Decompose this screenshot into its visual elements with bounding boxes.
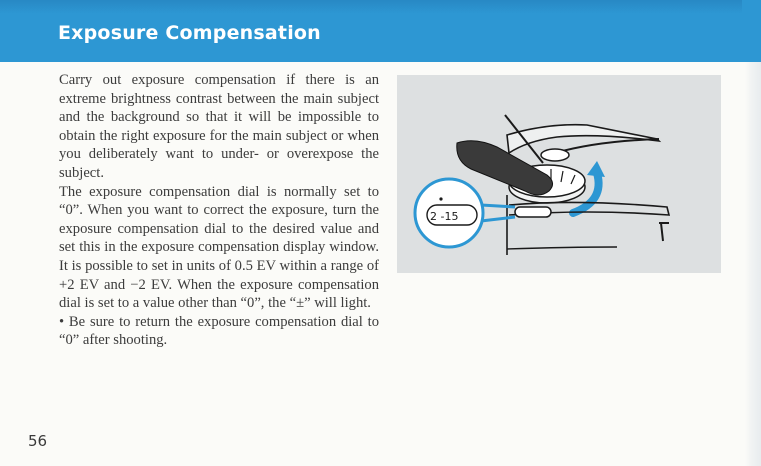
dial-scale-label: 2 -15 — [430, 210, 459, 223]
illustration — [397, 75, 721, 273]
page-number: 56 — [28, 432, 48, 450]
display-window-icon — [515, 207, 551, 217]
illustration-svg — [397, 75, 721, 273]
section-header — [0, 0, 745, 62]
body-text — [59, 71, 379, 350]
edge-tab — [742, 0, 761, 62]
button-icon — [541, 149, 569, 161]
section-title: Exposure Compensation — [58, 22, 321, 44]
paragraph-intro: Carry out exposure compensation if there is an extreme brightness contrast between the main subject and the background so that it will be impossible to obtain the right exposure for the main subject or when you deliberately want to under- or overexpose the subject. — [59, 72, 379, 181]
paragraph-note: • Be sure to return the exposure compensation dial to “0” after shooting. — [59, 313, 379, 349]
page-edge — [745, 0, 761, 466]
camera-body-icon — [507, 125, 659, 153]
paragraph-dial: The exposure compensation dial is normally set to “0”. When you want to correct the exposure, turn the exposure compensation dial to the desired value and set this in the exposure compensation display window. It is possible to set in units of 0.5 EV within a range of +2 EV and −2 EV. When the exposure compensation dial is set to a value other than “0”, the “±” will light. — [59, 183, 379, 312]
camera-edge-line — [555, 139, 659, 153]
